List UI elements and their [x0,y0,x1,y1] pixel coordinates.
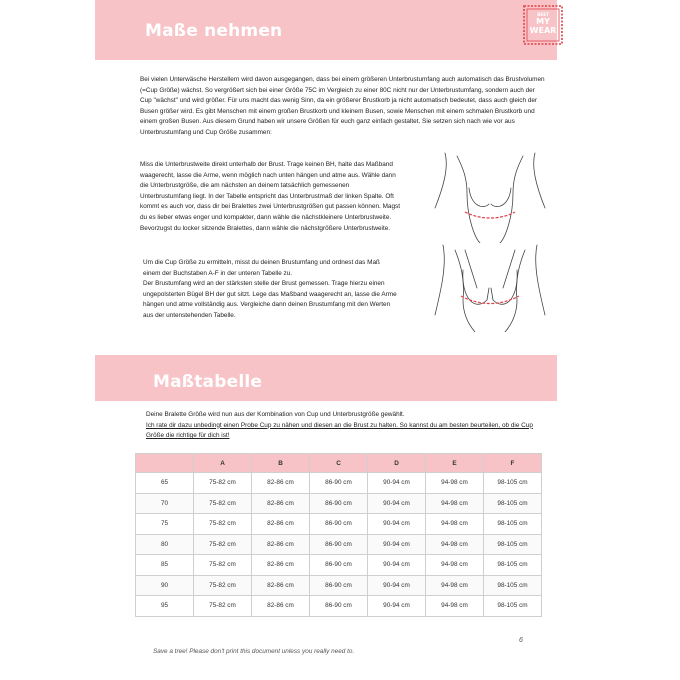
cup-range-cell: 98-105 cm [484,596,542,617]
table-intro [146,410,546,442]
table-row [136,555,542,576]
cup-range-cell: 98-105 cm [484,555,542,576]
cup-range-cell: 82-86 cm [252,473,310,494]
cup-range-cell: 75-82 cm [194,534,252,555]
cup-range-cell: 90-94 cm [368,555,426,576]
cup-range-cell: 94-98 cm [426,555,484,576]
cup-paragraph-line1: Um die Cup Größe zu ermitteln, misst du deinen Brustumfang und ordnest das Maß einem der Buchstaben A-F in der unteren Tabelle zu. [143,259,380,277]
brand-logo [523,5,563,45]
table-header-cell: E [426,454,484,473]
cup-range-cell: 82-86 cm [252,596,310,617]
left-body-outline [457,156,480,243]
table-header-cell: D [368,454,426,473]
footer-note: Save a tree! Please don't print this document unless you really need to. [153,648,355,655]
underbust-illustration [425,148,555,243]
cup-range-cell: 82-86 cm [252,493,310,514]
bust-measure-line [461,296,519,304]
cup-range-cell: 94-98 cm [426,596,484,617]
right-cup-outline [491,270,517,304]
cup-range-cell: 98-105 cm [484,534,542,555]
underbust-measure-line [465,212,515,218]
cup-range-cell: 86-90 cm [310,493,368,514]
cup-range-cell: 94-98 cm [426,514,484,535]
cup-range-cell: 98-105 cm [484,473,542,494]
left-arm-outline-2 [435,245,444,315]
cup-range-cell: 90-94 cm [368,514,426,535]
cup-range-cell: 90-94 cm [368,473,426,494]
left-strap [465,250,477,288]
table-intro-line2: Ich rate dir dazu unbedingt einen Probe Cup zu nähen und diesen an die Brust zu halten. So kannst du am besten beurteilen, ob die Cup Größe die richtige für dich ist! [146,421,533,440]
cup-range-cell: 98-105 cm [484,575,542,596]
cup-range-cell: 90-94 cm [368,596,426,617]
table-header-cell [136,454,194,473]
page-number: 6 [519,637,523,644]
cup-range-cell: 94-98 cm [426,575,484,596]
table-intro-line1: Deine Bralette Größe wird nun aus der Kombination von Cup und Unterbrustgröße gewählt. [146,411,405,418]
cup-range-cell: 98-105 cm [484,514,542,535]
table-header-cell: A [194,454,252,473]
table-header-cell: C [310,454,368,473]
underbust-size-cell: 80 [136,534,194,555]
table-header-cell: F [484,454,542,473]
cup-range-cell: 86-90 cm [310,596,368,617]
underbust-size-cell: 65 [136,473,194,494]
table-header-row [136,454,542,473]
underbust-size-cell: 70 [136,493,194,514]
cup-range-cell: 86-90 cm [310,575,368,596]
size-table [135,453,542,617]
underbust-paragraph: Miss die Unterbrustweite direkt unterhalb der Brust. Trage keinen BH, halte das Maßband waagerecht, lasse die Arme, wenn möglich nach unten hängen und atme aus. Wähle dann die Unterbrustgröße, die am nächsten an deinem tatsächlich gemessenen Unterbrustumfang liegt. In der Tabelle entspricht das Unterbrustmaß der linken Spalte. Oft kommt es auch vor, dass dir bei Bralettes zwei Unterbrustgrößen gut passen können. Magst du es lieber etwas enger und kompakter, dann wähle die nächstkleinere Unterbrustweite. Bevorzugst du locker sitzende Bralettes, dann wähle die nächstgrößere Unterbrustweite. [140,161,401,232]
cup-range-cell: 75-82 cm [194,596,252,617]
table-row [136,596,542,617]
left-breast-outline [469,188,489,207]
cup-range-cell: 90-94 cm [368,534,426,555]
cup-range-cell: 75-82 cm [194,493,252,514]
right-breast-outline [491,188,511,207]
page-title: Maße nehmen [145,21,283,41]
bust-illustration [425,240,555,332]
cup-paragraph-line2: Der Brustumfang wird an der stärksten stelle der Brust gemessen. Trage hierzu einen ungepolsterten Bügel BH der gut sitzt. Lege das Maßband waagerecht an, lasse die Arme hängen und atme vollständig aus. Vergleiche dann deinen Brustumfang mit den Werten aus der untenstehenden Tabelle. [143,280,397,319]
underbust-size-cell: 85 [136,555,194,576]
table-header-cell: B [252,454,310,473]
cup-range-cell: 75-82 cm [194,575,252,596]
logo-line3: WEAR [529,26,557,35]
cup-range-cell: 82-86 cm [252,575,310,596]
section-band [95,355,557,401]
cup-paragraph [143,258,398,322]
cup-range-cell: 75-82 cm [194,514,252,535]
logo-line1: BEST [537,12,549,17]
cup-range-cell: 98-105 cm [484,493,542,514]
cup-range-cell: 86-90 cm [310,473,368,494]
logo-line2: MY [536,17,550,26]
cup-range-cell: 86-90 cm [310,514,368,535]
cup-range-cell: 82-86 cm [252,534,310,555]
cup-range-cell: 90-94 cm [368,575,426,596]
table-row [136,473,542,494]
table-row [136,514,542,535]
cup-range-cell: 94-98 cm [426,493,484,514]
underbust-size-cell: 75 [136,514,194,535]
table-row [136,575,542,596]
cup-range-cell: 90-94 cm [368,493,426,514]
section-title: Maßtabelle [153,372,263,392]
table-row [136,493,542,514]
left-arm-outline [435,153,446,208]
cup-range-cell: 94-98 cm [426,534,484,555]
cup-range-cell: 86-90 cm [310,534,368,555]
right-body-outline [500,156,523,243]
right-arm-outline [534,153,545,208]
cup-range-cell: 82-86 cm [252,555,310,576]
underbust-size-cell: 95 [136,596,194,617]
intro-paragraph: Bei vielen Unterwäsche Herstellern wird davon ausgegangen, dass bei einem größeren Unterbrustumfang auch automatisch das Brustvolumen (=Cup Größe) wächst. So vergrößert sich bei einer Größe 75C im Vergleich zu einer 80C nicht nur der Unterbrustumfang, sondern auch der Cup "wächst" und wird größer. Für uns macht das wenig Sinn, da ein größerer Brustkorb ja nicht automatisch bedeutet, dass auch gleich der Busen größer wird. Es gibt Menschen mit einem großen Brustkorb und kleinem Busen, sowie Menschen mit einem schmalen Brustkorb und einem großen Busen. Aus diesem Grund haben wir unsere Größen für euch ganz einfach gestaltet. Sie setzen sich nach wie vor aus Unterbrustumfang und Cup Größe zusammen: [140,76,545,136]
underbust-size-cell: 90 [136,575,194,596]
header-band [95,0,557,60]
right-arm-outline-2 [536,245,545,315]
cup-range-cell: 82-86 cm [252,514,310,535]
table-row [136,534,542,555]
right-strap [503,250,515,288]
cup-range-cell: 75-82 cm [194,555,252,576]
cup-range-cell: 75-82 cm [194,473,252,494]
cup-range-cell: 94-98 cm [426,473,484,494]
cup-range-cell: 86-90 cm [310,555,368,576]
